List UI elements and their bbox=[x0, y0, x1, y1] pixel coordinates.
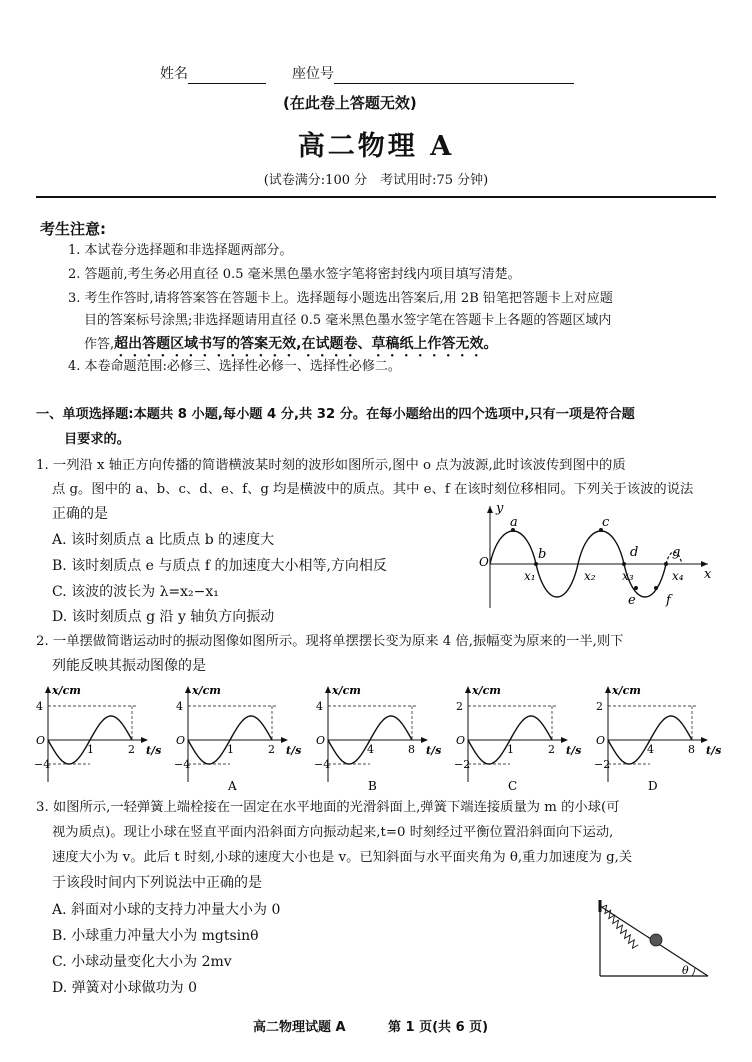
q1-fig-b: b bbox=[538, 547, 547, 562]
notice-emphasis: 超出答题区域书写的答案无效,在试题卷、草稿纸上作答无效。 bbox=[114, 336, 498, 352]
q2-graph-given bbox=[34, 682, 164, 798]
seat-field bbox=[292, 64, 574, 84]
q1-option-d: D. 该时刻质点 g 沿 y 轴负方向振动 bbox=[52, 609, 275, 625]
q1-option-c: C. 该波的波长为 λ=x₂−x₁ bbox=[52, 584, 219, 600]
q1-fig-xlabel: x bbox=[704, 567, 712, 582]
q2-graph-c bbox=[454, 682, 584, 798]
x-label: t/s bbox=[286, 744, 302, 757]
t2-label: 2 bbox=[128, 743, 135, 756]
q1-fig-x3: x₃ bbox=[622, 569, 634, 583]
seat-blank[interactable] bbox=[334, 67, 574, 84]
q2-graph-b bbox=[314, 682, 444, 798]
y-label: x/cm bbox=[192, 684, 221, 697]
q1-fig-f: f bbox=[666, 593, 671, 608]
section1-line1: 一、单项选择题:本题共 8 小题,每小题 4 分,共 32 分。在每小题给出的四个选项中,只有一项是符合题 bbox=[36, 407, 635, 422]
neg-amp-label: −4 bbox=[314, 758, 331, 771]
q3-incline-figure bbox=[596, 896, 714, 982]
x-axis-arrow bbox=[561, 737, 568, 743]
x-axis-arrow bbox=[141, 737, 148, 743]
q2-graph-a bbox=[174, 682, 304, 798]
header-rule bbox=[36, 196, 716, 198]
name-blank[interactable] bbox=[188, 67, 266, 84]
name-label: 姓名 bbox=[160, 66, 188, 82]
amp-label: 4 bbox=[176, 700, 183, 713]
q1-fig-origin: O bbox=[479, 555, 489, 569]
x-label: t/s bbox=[146, 744, 162, 757]
x-axis-arrow bbox=[281, 737, 288, 743]
q1-fig-c: c bbox=[602, 515, 610, 530]
notice-item-3c bbox=[84, 333, 497, 360]
q1-wave-figure bbox=[476, 500, 716, 610]
y-label: x/cm bbox=[472, 684, 501, 697]
origin-label: O bbox=[456, 734, 466, 747]
t1-label: 1 bbox=[227, 743, 234, 756]
neg-amp-label: −4 bbox=[34, 758, 51, 771]
x-label: t/s bbox=[706, 744, 722, 757]
q2-graph-d bbox=[594, 682, 724, 798]
x-axis-arrow bbox=[701, 737, 708, 743]
amp-label: 4 bbox=[316, 700, 323, 713]
origin-label: O bbox=[316, 734, 326, 747]
q1-fig-d: d bbox=[630, 545, 639, 560]
origin-label: O bbox=[596, 734, 606, 747]
q3-option-a: A. 斜面对小球的支持力冲量大小为 0 bbox=[52, 902, 281, 918]
q3-option-c: C. 小球动量变化大小为 2mv bbox=[52, 954, 232, 970]
y-axis-arrow bbox=[185, 686, 191, 693]
y-axis-arrow bbox=[325, 686, 331, 693]
seat-label: 座位号 bbox=[292, 66, 334, 82]
q3-line2: 视为质点)。现让小球在竖直平面内沿斜面方向振动起来,t=0 时刻经过平衡位置沿斜面向下运动, bbox=[52, 825, 614, 840]
exam-meta: (试卷满分:100 分 考试用时:75 分钟) bbox=[263, 173, 489, 188]
t1-label: 1 bbox=[87, 743, 94, 756]
footer-page: 第 1 页(共 6 页) bbox=[388, 1020, 489, 1035]
notice-item-4: 4. 本卷命题范围:必修三、选择性必修一、选择性必修二。 bbox=[68, 359, 401, 374]
q1-fig-x2: x₂ bbox=[584, 569, 596, 583]
notice-item-3: 3. 考生作答时,请将答案答在答题卡上。选择题每小题选出答案后,用 2B 铅笔把答题卡上对应题 bbox=[68, 291, 613, 306]
q3-option-d: D. 弹簧对小球做功为 0 bbox=[52, 980, 197, 996]
x-label: t/s bbox=[426, 744, 442, 757]
section1-line2: 目要求的。 bbox=[64, 432, 130, 447]
q1-line3: 正确的是 bbox=[52, 506, 108, 522]
neg-amp-label: −2 bbox=[454, 758, 471, 771]
t2-label: 2 bbox=[268, 743, 275, 756]
t1-label: 1 bbox=[507, 743, 514, 756]
y-label: x/cm bbox=[332, 684, 361, 697]
amp-label: 2 bbox=[596, 700, 603, 713]
y-axis-arrow bbox=[45, 686, 51, 693]
name-field bbox=[160, 64, 266, 84]
q1-fig-g: g bbox=[672, 545, 681, 560]
q1-fig-x4: x₄ bbox=[672, 569, 684, 583]
amp-label: 2 bbox=[456, 700, 463, 713]
amp-label: 4 bbox=[36, 700, 43, 713]
y-label: x/cm bbox=[52, 684, 81, 697]
q1-line1: 1. 一列沿 x 轴正方向传播的简谐横波某时刻的波形如图所示,图中 o 点为波源,此时该波传到图中的质 bbox=[36, 458, 626, 473]
q1-fig-a: a bbox=[510, 515, 518, 530]
y-axis-arrow bbox=[465, 686, 471, 693]
notice-item-3c-text: 作答, bbox=[84, 337, 115, 352]
y-label: x/cm bbox=[612, 684, 641, 697]
invalid-note: (在此卷上答题无效) bbox=[283, 94, 417, 112]
q1-fig-x1: x₁ bbox=[524, 569, 536, 583]
q1-option-b: B. 该时刻质点 e 与质点 f 的加速度大小相等,方向相反 bbox=[52, 558, 387, 574]
q1-fig-ylabel: y bbox=[496, 501, 504, 516]
x-label: t/s bbox=[566, 744, 582, 757]
neg-amp-label: −2 bbox=[594, 758, 611, 771]
option-caption: C bbox=[508, 779, 518, 793]
option-caption: D bbox=[648, 779, 658, 793]
notice-item-1: 1. 本试卷分选择题和非选择题两部分。 bbox=[68, 243, 293, 258]
y-axis-arrow bbox=[605, 686, 611, 693]
t2-label: 2 bbox=[548, 743, 555, 756]
q3-theta: θ bbox=[682, 964, 689, 977]
t2-label: 8 bbox=[688, 743, 695, 756]
notice-item-3b: 目的答案标号涂黑;非选择题请用直径 0.5 毫米黑色墨水签字笔在答题卡上各题的答题区域内 bbox=[84, 313, 612, 328]
q3-line3: 速度大小为 v。此后 t 时刻,小球的速度大小也是 v。已知斜面与水平面夹角为 θ,重力加速度为 g,关 bbox=[52, 850, 633, 865]
q1-fig-e: e bbox=[628, 593, 636, 608]
notice-heading: 考生注意: bbox=[40, 220, 106, 238]
q1-option-a: A. 该时刻质点 a 比质点 b 的速度大 bbox=[52, 532, 275, 548]
origin-label: O bbox=[176, 734, 186, 747]
q2-line1: 2. 一单摆做简谐运动时的振动图像如图所示。现将单摆摆长变为原来 4 倍,振幅变为原来的一半,则下 bbox=[36, 634, 624, 649]
x-axis-arrow bbox=[421, 737, 428, 743]
q2-line2: 列能反映其振动图像的是 bbox=[52, 658, 206, 674]
notice-item-2: 2. 答题前,考生务必用直径 0.5 毫米黑色墨水签字笔将密封线内项目填写清楚。 bbox=[68, 267, 521, 282]
page-title: 高二物理 A bbox=[297, 131, 455, 162]
option-caption: B bbox=[368, 779, 377, 793]
t2-label: 8 bbox=[408, 743, 415, 756]
t1-label: 4 bbox=[647, 743, 654, 756]
neg-amp-label: −4 bbox=[174, 758, 191, 771]
q3-line1: 3. 如图所示,一轻弹簧上端栓接在一固定在水平地面的光滑斜面上,弹簧下端连接质量为 m 的小球(可 bbox=[36, 800, 620, 815]
origin-label: O bbox=[36, 734, 46, 747]
q3-line4: 于该段时间内下列说法中正确的是 bbox=[52, 875, 262, 891]
t1-label: 4 bbox=[367, 743, 374, 756]
footer-title: 高二物理试题 A bbox=[253, 1020, 346, 1035]
option-caption: A bbox=[228, 779, 237, 793]
q1-line2: 点 g。图中的 a、b、c、d、e、f、g 均是横波中的质点。其中 e、f 在该时刻位移相同。下列关于该波的说法 bbox=[52, 482, 694, 497]
q3-option-b: B. 小球重力冲量大小为 mgtsinθ bbox=[52, 928, 259, 944]
